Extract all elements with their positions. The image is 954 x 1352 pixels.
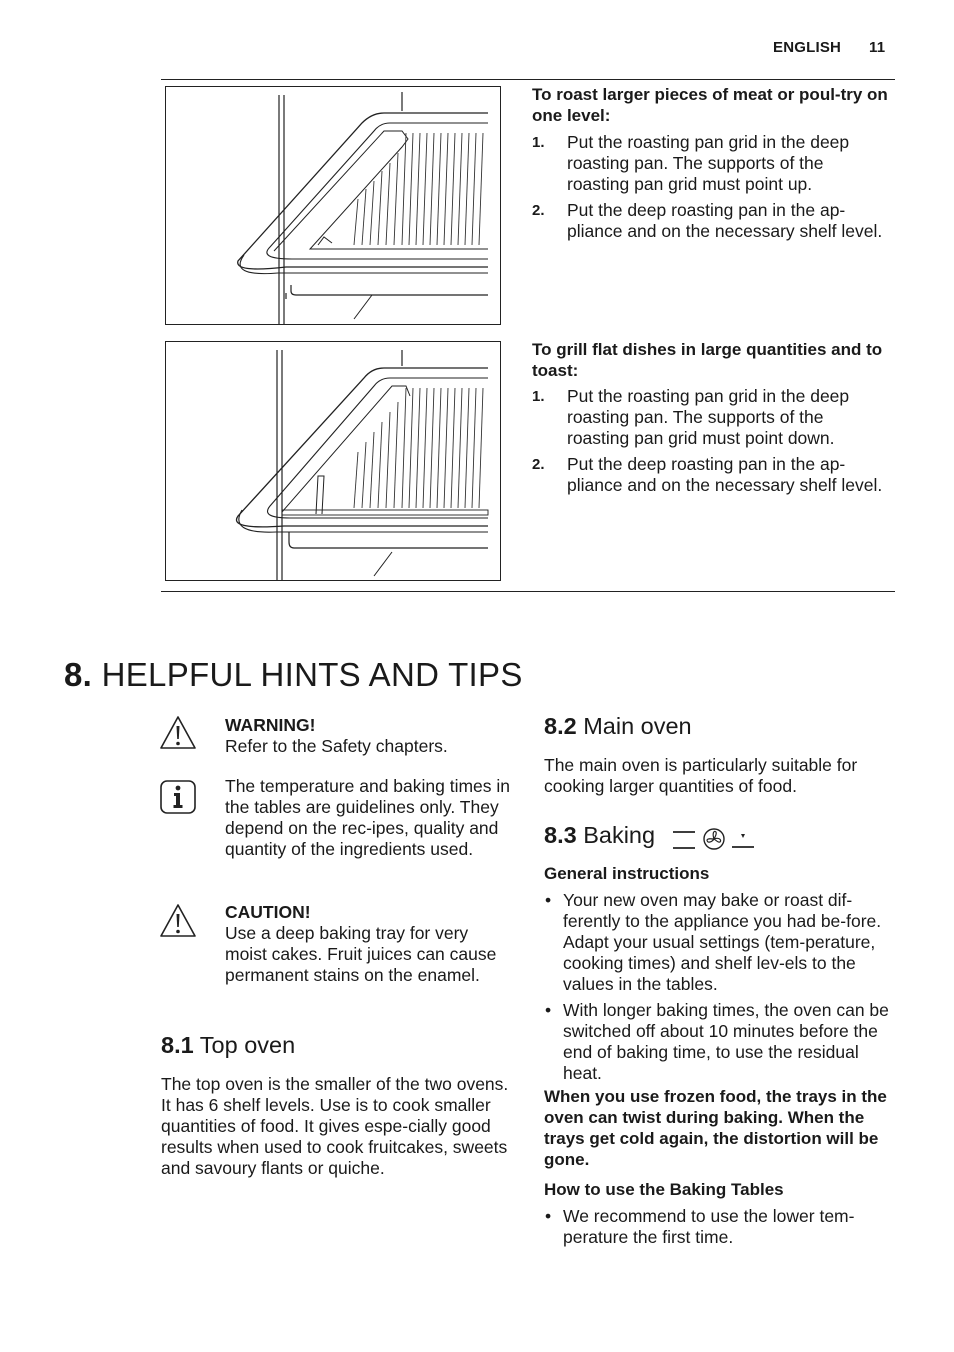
caution-text: Use a deep baking tray for very moist cakes. Fruit juices can cause permanent stains on the enamel. (225, 923, 497, 985)
roast-steps-list (532, 132, 888, 247)
warning-block (225, 715, 515, 757)
chapter-title: HELPFUL HINTS AND TIPS (101, 656, 523, 693)
section-title: Top oven (199, 1032, 296, 1058)
roast-step (532, 132, 888, 195)
step-number: 2. (532, 456, 545, 473)
roasting-grid-down-illustration (165, 341, 501, 581)
caution-label: CAUTION! (225, 902, 311, 922)
chapter-heading (64, 656, 523, 694)
grill-step (532, 386, 888, 449)
frozen-food-note: When you use frozen food, the trays in the oven can twist during baking. When the trays get cold again, the distortion will be gone. (544, 1087, 887, 1169)
warning-label: WARNING! (225, 715, 316, 735)
step-text: Put the roasting pan grid in the deep roasting pan. The supports of the roasting pan grid must point up. (567, 132, 850, 194)
caution-block (225, 902, 505, 986)
grill-section-title: To grill flat dishes in large quantities and to toast: (532, 340, 883, 380)
grill-steps-list (532, 386, 888, 501)
info-text: The temperature and baking times in the tables are guidelines only. They depend on the rec-ipes, quality and quantity of the ingredients used. (225, 776, 511, 859)
top-oven-heading (161, 1032, 295, 1059)
bottom-rule (161, 591, 895, 592)
grill-step (532, 454, 888, 496)
step-number: 1. (532, 134, 545, 151)
fan-heat-icon (702, 827, 726, 851)
list-item: • We recommend to use the lower tem-perature the first time. (544, 1206, 894, 1248)
header-language: ENGLISH (773, 39, 842, 56)
step-number: 1. (532, 388, 545, 405)
info-icon (159, 779, 197, 815)
step-number: 2. (532, 202, 545, 219)
top-bottom-heat-icon (672, 829, 696, 851)
bottom-heat-icon (731, 829, 755, 851)
list-item: • Your new oven may bake or roast dif-ferently to the appliance you had be-fore. Adapt your usual settings (tem-perature, cooking times) and shelf lev-els to the values in the tables. (544, 890, 894, 995)
main-oven-heading (544, 713, 692, 740)
general-instructions-title: General instructions (544, 864, 710, 883)
section-title: Main oven (583, 713, 692, 739)
list-item: • With longer baking times, the oven can be switched off about 10 minutes before the end of baking time, to use the residual heat. (544, 1000, 894, 1084)
roasting-grid-up-illustration (165, 86, 501, 325)
step-text: Put the roasting pan grid in the deep roasting pan. The supports of the roasting pan grid must point down. (567, 386, 850, 448)
chapter-number: 8. (64, 656, 93, 693)
section-number: 8.2 (544, 713, 577, 739)
section-title: Baking (583, 822, 656, 848)
main-oven-text: The main oven is particularly suitable for cooking larger quantities of food. (544, 755, 858, 796)
step-text: Put the deep roasting pan in the ap-pliance and on the necessary shelf level. (567, 454, 883, 495)
top-rule (161, 79, 895, 80)
step-text: Put the deep roasting pan in the ap-pliance and on the necessary shelf level. (567, 200, 883, 241)
baking-tables-title: How to use the Baking Tables (544, 1180, 784, 1199)
roast-step (532, 200, 888, 242)
page-number: 11 (869, 39, 886, 56)
section-number: 8.3 (544, 822, 577, 848)
section-number: 8.1 (161, 1032, 194, 1058)
baking-heading (544, 822, 655, 849)
warning-text: Refer to the Safety chapters. (225, 736, 448, 756)
roast-section-title: To roast larger pieces of meat or poul-try on one level: (532, 85, 888, 125)
warning-triangle-icon (159, 903, 197, 939)
warning-triangle-icon (159, 715, 197, 751)
top-oven-text: The top oven is the smaller of the two ovens. It has 6 shelf levels. Use is to cook smaller quantities of food. It gives espe-cially good results when used to cook fruitcakes, sweets and savoury flants or quiche. (161, 1074, 509, 1178)
general-instructions-list (544, 890, 894, 1089)
baking-tables-list (544, 1206, 894, 1253)
